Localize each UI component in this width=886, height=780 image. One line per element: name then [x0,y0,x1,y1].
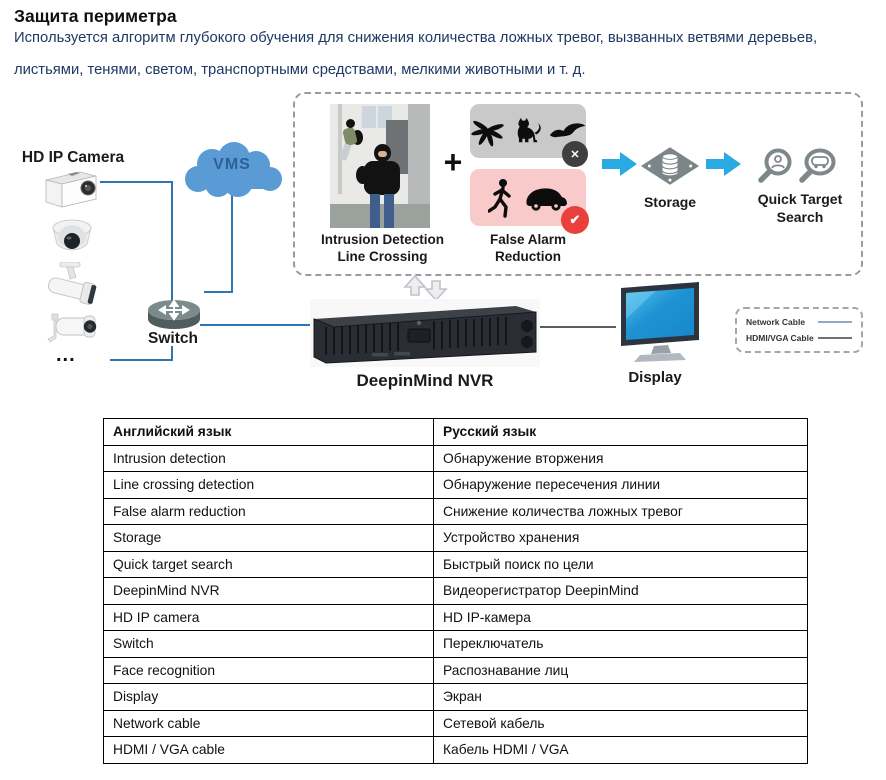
bird-icon [549,121,586,141]
network-cable-label: Network Cable [746,317,806,327]
table-cell: Обнаружение пересечения линии [434,472,808,499]
camera-group-label: HD IP Camera [21,149,125,166]
camera-switch-cable [100,181,172,183]
reject-badge: ✕ [562,141,588,167]
flow-arrow-icon [706,151,742,177]
table-row [104,710,808,737]
false-alarm-label-line1: False Alarm [489,232,567,247]
table-cell: Устройство хранения [434,525,808,552]
table-cell: DeepinMind NVR [104,578,434,605]
description-line-2: листьями, тенями, светом, транспортными средствами, мелкими животными и т. д. [14,62,586,78]
legend-row-network [746,317,852,327]
table-cell: Intrusion detection [104,445,434,472]
intrusion-label-line1: Intrusion Detection [320,232,444,247]
intruder-face [378,151,387,157]
table-row [104,472,808,499]
storage-icon [640,146,700,186]
more-cameras-ellipsis: ... [56,344,76,366]
table-cell: Переключатель [434,631,808,658]
table-row [104,525,808,552]
intruder-head [346,119,355,128]
table-row [104,657,808,684]
nvr-display-cable [540,326,616,328]
accept-badge: ✔ [561,206,589,234]
intruder-bag [356,166,369,184]
table-cell: Face recognition [104,657,434,684]
table-row [104,578,808,605]
vms-label: VMS [213,156,251,173]
table-cell: False alarm reduction [104,498,434,525]
intrusion-label [300,231,465,265]
table-cell: Быстрый поиск по цели [434,551,808,578]
table-row [104,631,808,658]
table-cell: Storage [104,525,434,552]
nvr-photo [310,299,540,367]
table-cell: HD IP camera [104,604,434,631]
foliage-icon [470,114,505,148]
flow-arrow-icon [602,151,638,177]
table-cell: Распознавание лиц [434,657,808,684]
header-english: Английский язык [104,419,434,446]
table-cell: Display [104,684,434,711]
quick-target-search-label [744,190,856,226]
table-cell: Видеорегистратор DeepinMind [434,578,808,605]
switch-camera-cable [110,359,173,361]
header-russian: Русский язык [434,419,808,446]
switch-label: Switch [148,330,198,347]
camera-switch-cable [171,181,173,301]
intruder-jeans [370,194,380,228]
table-row [104,684,808,711]
switch-nvr-cable [200,324,312,326]
table-row [104,498,808,525]
table-cell: Экран [434,684,808,711]
quick-target-label-line2: Search [776,209,824,225]
intruder-jacket [364,161,400,195]
table-cell: Снижение количества ложных тревог [434,498,808,525]
table-cell: Кабель HDMI / VGA [434,737,808,764]
person-search-icon [756,147,796,185]
nvr-label: DeepinMind NVR [356,371,494,390]
table-row [104,551,808,578]
photo-ground [330,204,430,228]
box-camera-icon [40,167,102,213]
table-cell: Switch [104,631,434,658]
table-cell: Сетевой кабель [434,710,808,737]
intrusion-photo [330,104,430,228]
storage-label: Storage [643,194,697,210]
vms-switch-cable [204,291,233,293]
hdmi-vga-cable-label: HDMI/VGA Cable [746,333,814,343]
table-row [104,737,808,764]
quick-target-label-line1: Quick Target [757,191,843,207]
hdmi-vga-cable-sample [818,337,852,339]
nvr-device-icon [310,299,540,367]
switch-icon [146,297,202,333]
cable-legend [735,307,863,353]
legend-row-hdmi [746,333,852,343]
description-line-1: Используется алгоритм глубокого обучения для снижения количества ложных тревог, вызванных ветвями деревьев, [14,30,818,46]
table-cell: HDMI / VGA cable [104,737,434,764]
photo-pipe [338,104,342,194]
page-title: Защита периметра [14,6,177,26]
pedestrian-icon [488,178,516,218]
intruder-jeans [384,194,394,228]
vms-switch-cable [231,192,233,293]
display-label: Display [628,369,682,386]
plus-sign: + [443,144,463,180]
false-alarm-label-line2: Reduction [495,249,561,264]
table-cell: Quick target search [104,551,434,578]
table-row [104,604,808,631]
vehicle-icon [523,184,569,212]
intrusion-label-line2: Line Crossing [337,249,428,264]
table-body [104,445,808,763]
network-cable-sample [818,321,852,323]
false-alarm-label [460,231,596,265]
table-cell: Line crossing detection [104,472,434,499]
bullet-camera-icon [40,262,104,306]
cat-icon [512,115,541,147]
translation-table [103,418,808,764]
vehicle-search-icon [798,147,840,185]
table-cell: HD IP-камера [434,604,808,631]
table-cell: Network cable [104,710,434,737]
display-icon [616,281,706,363]
mini-bullet-camera-icon [42,308,104,348]
dome-camera-icon [50,218,94,258]
table-row [104,445,808,472]
table-cell: Обнаружение вторжения [434,445,808,472]
table-header-row [104,419,808,446]
